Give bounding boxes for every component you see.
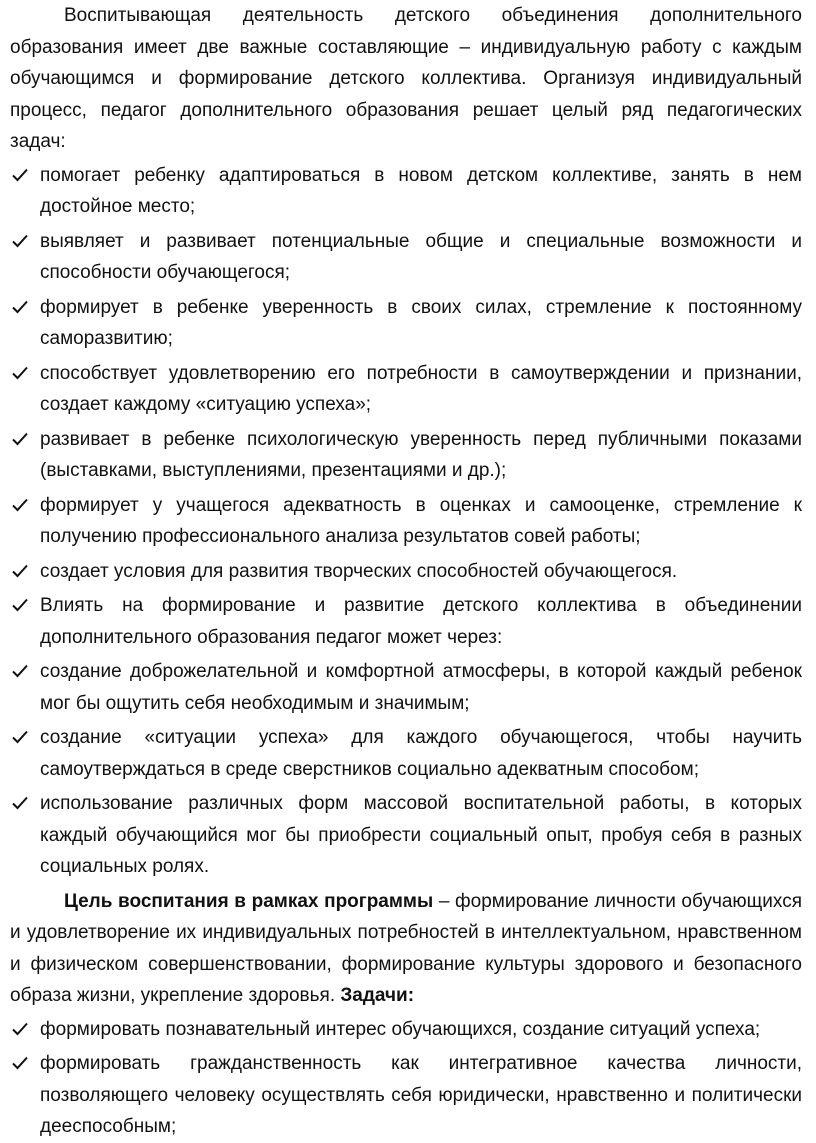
teacher-tasks-list: [10, 160, 802, 883]
list-item: создает условия для развития творческих способностей обучающегося.: [10, 556, 802, 588]
list-item: формировать познавательный интерес обучающихся, создание ситуаций успеха;: [10, 1014, 802, 1046]
tasks-heading: Задачи:: [340, 985, 415, 1006]
goal-text: – формирование личности обучающихся и удовлетворение их индивидуальных потребностей в интеллектуальном, нравственном и физическом совершенствовании, формирование культуры здорового и безопасного образа жизни, укрепление здоровья.: [10, 890, 802, 1006]
checkmark-icon: [12, 490, 32, 521]
list-item: формировать гражданственность как интегративное качества личности, позволяющего человеку осуществлять себя юридически, нравственно и политически дееспособным;: [10, 1048, 802, 1143]
checkmark-icon: [12, 358, 32, 389]
checkmark-icon: [12, 226, 32, 257]
list-item: формирует в ребенке уверенность в своих силах, стремление к постоянному саморазвитию;: [10, 292, 802, 355]
list-item: использование различных форм массовой воспитательной работы, в которых каждый обучающийся мог бы приобрести социальный опыт, пробуя себя в разных социальных ролях.: [10, 788, 802, 883]
checkmark-icon: [12, 424, 32, 455]
list-item: формирует у учащегося адекватность в оценках и самооценке, стремление к получению профессионального анализа результатов совей работы;: [10, 490, 802, 553]
checkmark-icon: [12, 160, 32, 191]
goal-lead: Цель воспитания в рамках программы: [64, 890, 434, 912]
checkmark-icon: [12, 656, 32, 687]
goal-paragraph: [10, 886, 802, 1012]
checkmark-icon: [12, 292, 32, 323]
list-item: развивает в ребенке психологическую уверенность перед публичными показами (выставками, выступлениями, презентациями и др.);: [10, 424, 802, 487]
intro-paragraph: Воспитывающая деятельность детского объединения дополнительного образования имеет две важные составляющие – индивидуальную работу с каждым обучающимся и формирование детского коллектива. Организуя индивидуальный процесс, педагог дополнительного образования решает целый ряд педагогических задач:: [10, 5, 802, 152]
list-item: создание «ситуации успеха» для каждого обучающегося, чтобы научить самоутверждаться в среде сверстников социально адекватным способом;: [10, 722, 802, 785]
checkmark-icon: [12, 722, 32, 753]
list-item: способствует удовлетворению его потребности в самоутверждении и признании, создает каждому «ситуацию успеха»;: [10, 358, 802, 421]
list-item: выявляет и развивает потенциальные общие и специальные возможности и способности обучающегося;: [10, 226, 802, 289]
list-item: Влиять на формирование и развитие детского коллектива в объединении дополнительного образования педагог может через:: [10, 590, 802, 653]
education-tasks-list: [10, 1014, 802, 1143]
checkmark-icon: [12, 556, 32, 587]
checkmark-icon: [12, 1014, 32, 1045]
checkmark-icon: [12, 1048, 32, 1079]
checkmark-icon: [12, 590, 32, 621]
checkmark-icon: [12, 788, 32, 819]
list-item: помогает ребенку адаптироваться в новом детском коллективе, занять в нем достойное место;: [10, 160, 802, 223]
list-item: создание доброжелательной и комфортной атмосферы, в которой каждый ребенок мог бы ощутить себя необходимым и значимым;: [10, 656, 802, 719]
